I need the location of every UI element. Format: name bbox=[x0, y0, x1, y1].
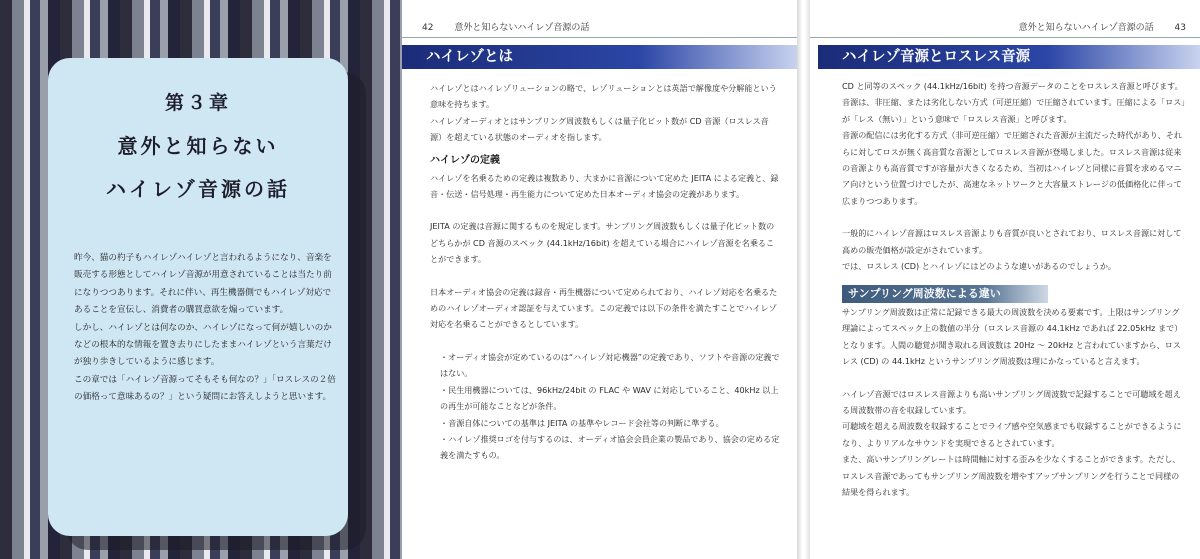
body-paragraph: JEITA の定義は音源に関するものを規定します。サンプリング周波数もしくは量子化ビット数のどちらかが CD 音源のスペック (44.1kHz/16bit) を超えている場合にハイレゾ音源を名乗ることができます。 bbox=[430, 221, 775, 265]
body-paragraph: ハイレゾを名乗るための定義は複数あり、大まかに音源について定めた JEITA による定義と、録音・伝送・信号処理・再生能力について定めた日本オーディオ協会の定義があります。 bbox=[430, 172, 779, 200]
running-head-text: 意外と知らないハイレゾ音源の話 bbox=[1018, 23, 1154, 33]
body-paragraph: 音源の配信には劣化する方式（非可逆圧縮）で圧縮された音源が主流だった時代があり、それらに対してロスが無く高音質な音源としてロスレス音源が登場しました。ロスレス音源は従来の音源よりも高音質ですが容量が大きくなるため、当初はハイレゾと同様に音質を求めるマニア向けという位置づけでしたが、高速なネットワークと大容量ストレージの低価格化に伴って広まりつつあります。 bbox=[842, 130, 1182, 206]
chapter-title-line1: 意外と知らない bbox=[117, 134, 279, 158]
book-gutter bbox=[797, 0, 810, 559]
body-paragraph: 一般的にハイレゾ音源はロスレス音源よりも音質が良いとされており、ロスレス音源に対して高めの販売価格が設定がされています。 bbox=[842, 228, 1182, 255]
body-paragraph: 可聴域を超える周波数を収録することでライブ感や空気感までも収録することができるようになり、よりリアルなサウンドを実現できるとされています。 bbox=[842, 421, 1182, 448]
body-paragraph: サンプリング周波数は正常に記録できる最大の周波数を決める要素です。上限はサンプリング理論によってスペック上の数値の半分（ロスレス音源の 44.1kHz であれば 22.05kHz まで）となります。人間の聴覚が聞き取れる周波数は 20Hz 〜 20kHz と言われていますから、ロスレス (CD) の 44.1kHz というサンプリング周波数は理にかなっていると言えます。 bbox=[842, 307, 1183, 367]
running-head-right bbox=[1019, 20, 1186, 33]
page-number: 43 bbox=[1174, 23, 1186, 33]
chapter-intro bbox=[74, 250, 336, 407]
page-43-body-top bbox=[842, 78, 1187, 274]
body-paragraph: 日本オーディオ協会の定義は録音・再生機器について定められており、ハイレゾ対応を名乗るためのハイレゾオーディオ認証を与えています。この定義では以下の条件を満たすことでハイレゾ対応を名乗ることができるとしています。 bbox=[430, 286, 778, 330]
chapter-card bbox=[48, 58, 348, 536]
subsection-title-bar: サンプリング周波数による違い bbox=[842, 285, 1048, 303]
section-title-bar: ハイレゾとは bbox=[402, 45, 798, 69]
body-paragraph: ハイレゾオーディオとはサンプリング周波数もしくは量子化ビット数が CD 音源（ロスレス音源）を超えている状態のオーディオを指します。 bbox=[430, 115, 769, 143]
intro-paragraph: しかし、ハイレゾとは何なのか、ハイレゾになって何が嬉しいのかなどの根本的な情報を置き去りにしたままハイレゾという言葉だけが独り歩きしているように感じます。 bbox=[74, 322, 332, 368]
running-head-text: 意外と知らないハイレゾ音源の話 bbox=[454, 23, 590, 33]
body-paragraph: ハイレゾ音源ではロスレス音源よりも高いサンプリング周波数で記録することで可聴域を超える周波数帯の音を収録しています。 bbox=[842, 388, 1181, 416]
header-rule bbox=[810, 37, 1200, 38]
body-paragraph: では、ロスレス (CD) とハイレゾにはどのような違いがあるのでしょうか。 bbox=[842, 261, 1117, 272]
list-item: ・音源自体についての基準は JEITA の基準やレコード会社等の判断に準ずる。 bbox=[440, 417, 724, 428]
page-42 bbox=[402, 0, 798, 559]
body-paragraph: ハイレゾとはハイレゾリューションの略で、レゾリューションとは英語で解像度や分解能という意味を持ちます。 bbox=[430, 83, 777, 110]
page-number: 42 bbox=[422, 23, 434, 33]
list-item: ・民生用機器については、96kHz/24bit の FLAC や WAV に対応していること、40kHz 以上の再生が可能なことなどが条件。 bbox=[440, 384, 779, 412]
intro-paragraph: この章では「ハイレゾ音源ってそもそも何なの？」「ロスレスの２倍の価格って意味あるの？」という疑問にお答えしようと思います。 bbox=[74, 374, 336, 403]
page-42-body bbox=[430, 80, 780, 464]
intro-paragraph: 昨今、猫の杓子もハイレゾハイレゾと言われるようになり、音楽を販売する形態としてハイレゾ音源が用意されていることは当たり前になりつつあります。それに伴い、再生機器側でもハイレゾ対応であることを宣伝し、消費者の購買意欲を煽っています。 bbox=[74, 253, 332, 316]
body-paragraph: CD と同等のスペック (44.1kHz/16bit) を持つ音源データのことをロスレス音源と呼びます。音源は、非圧縮、または劣化しない方式（可逆圧縮）で圧縮されています。圧縮による「ロス」が「レス（無い）」という意味で「ロスレス音源」と呼びます。 bbox=[842, 81, 1186, 124]
subhead-definition: ハイレゾの定義 bbox=[430, 154, 500, 166]
page-43-body-bottom bbox=[842, 304, 1187, 500]
list-item: ・ハイレゾ推奨ロゴを付与するのは、オーディオ協会会員企業の製品であり、協会の定める定義を満たすもの。 bbox=[440, 433, 780, 461]
section-title-bar: ハイレゾ音源とロスレス音源 bbox=[818, 45, 1200, 69]
chapter-cover bbox=[0, 0, 402, 559]
chapter-number: 第３章 bbox=[164, 92, 231, 114]
running-head-left bbox=[422, 20, 589, 33]
chapter-title-line2: ハイレゾ音源の話 bbox=[106, 177, 290, 201]
header-rule bbox=[402, 37, 798, 38]
body-paragraph: また、高いサンプリングレートは時間軸に対する歪みを少なくすることができます。ただし、ロスレス音源であってもサンプリング周波数を増やすアップサンプリングを行うことで同様の結果を得られます。 bbox=[842, 454, 1181, 498]
condition-list bbox=[430, 349, 780, 464]
list-item: ・オーディオ協会が定めているのは“ハイレゾ対応機器”の定義であり、ソフトや音源の定義ではない。 bbox=[440, 351, 780, 379]
page-43 bbox=[810, 0, 1200, 559]
